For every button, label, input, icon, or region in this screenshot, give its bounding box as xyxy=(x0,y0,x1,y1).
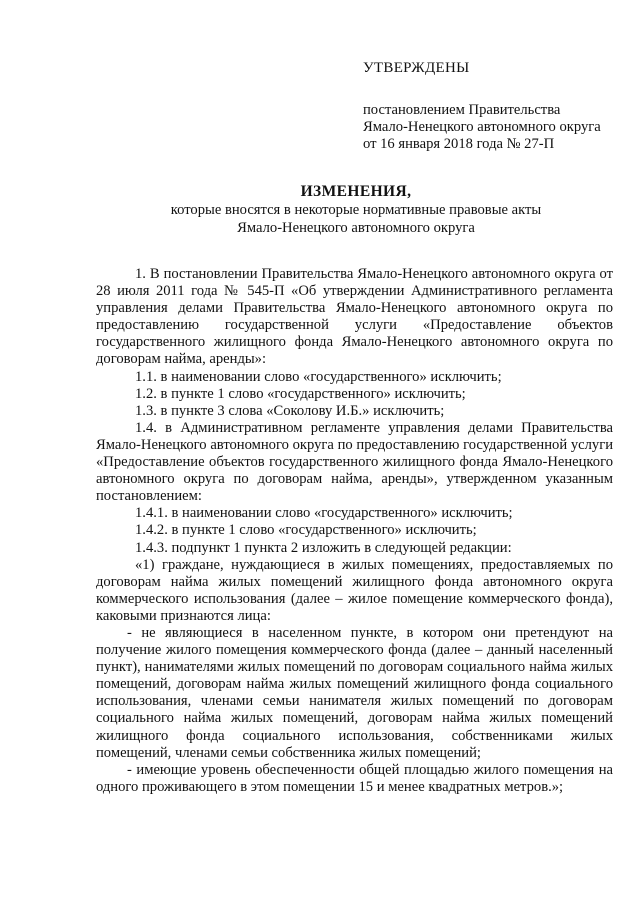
paragraph: 1.4.1. в наименовании слово «государственного» исключить; xyxy=(135,505,513,522)
document-body xyxy=(96,266,613,796)
document-title: ИЗМЕНЕНИЯ, xyxy=(300,183,412,200)
paragraph: 1.1. в наименовании слово «государственного» исключить; xyxy=(135,368,502,385)
paragraph: 1.2. в пункте 1 слово «государственного» исключить; xyxy=(135,385,466,402)
paragraph: 1.4.3. подпункт 1 пункта 2 изложить в следующей редакции: xyxy=(135,539,512,556)
approval-line: постановлением Правительства xyxy=(363,102,561,118)
approval-line: Ямало-Ненецкого автономного округа xyxy=(363,119,601,135)
document-title-block xyxy=(96,183,616,237)
paragraph: 1.4. в Административном регламенте управления делами Правительства Ямало-Ненецкого автономного округа по предоставлению государственной услуги «Предоставление объектов государственного жилищного фонда Ямало-Ненецкого автономного округа по договорам найма, аренды», утвержденном указанным постановлением: xyxy=(96,419,613,505)
document-subtitle: Ямало-Ненецкого автономного округа xyxy=(237,220,475,236)
paragraph: «1) граждане, нуждающиеся в жилых помещениях, предоставляемых по договорам найма жилых помещений жилищного фонда автономного округа коммерческого использования (далее – жилое помещение коммерческого фонда), каковыми признаются лица: xyxy=(96,556,613,624)
paragraph: 1.3. в пункте 3 слова «Соколову И.Б.» исключить; xyxy=(135,402,445,419)
approval-heading: УТВЕРЖДЕНЫ xyxy=(363,60,470,76)
paragraph: - имеющие уровень обеспеченности общей площадью жилого помещения на одного проживающего в этом помещении 15 и менее квадратных метров.»; xyxy=(96,761,613,795)
approval-line: от 16 января 2018 года № 27-П xyxy=(363,136,555,152)
paragraph: 1. В постановлении Правительства Ямало-Ненецкого автономного округа от 28 июля 2011 года № 545-П «Об утверждении Административного регламента управления делами Правительства Ямало-Ненецкого автономного округа по предоставлению государственной услуги «Предоставление объектов государственного жилищного фонда Ямало-Ненецкого автономного округа по договорам найма, аренды»: xyxy=(96,266,613,368)
approval-stamp xyxy=(363,60,623,153)
paragraph: 1.4.2. в пункте 1 слово «государственного» исключить; xyxy=(135,522,477,539)
document-subtitle: которые вносятся в некоторые нормативные правовые акты xyxy=(170,202,542,218)
paragraph: - не являющиеся в населенном пункте, в котором они претендуют на получение жилого помещения коммерческого фонда (далее – данный населенный пункт), нанимателями жилых помещений по договорам социального найма жилых помещений, договорам найма жилых помещений жилищного фонда социального использования, членами семьи нанимателя жилых помещений по договорам социального найма жилых помещений, договорам найма жилых помещений жилищного фонда социального использования, собственниками жилых помещений, членами семьи собственника жилых помещений; xyxy=(96,624,613,761)
